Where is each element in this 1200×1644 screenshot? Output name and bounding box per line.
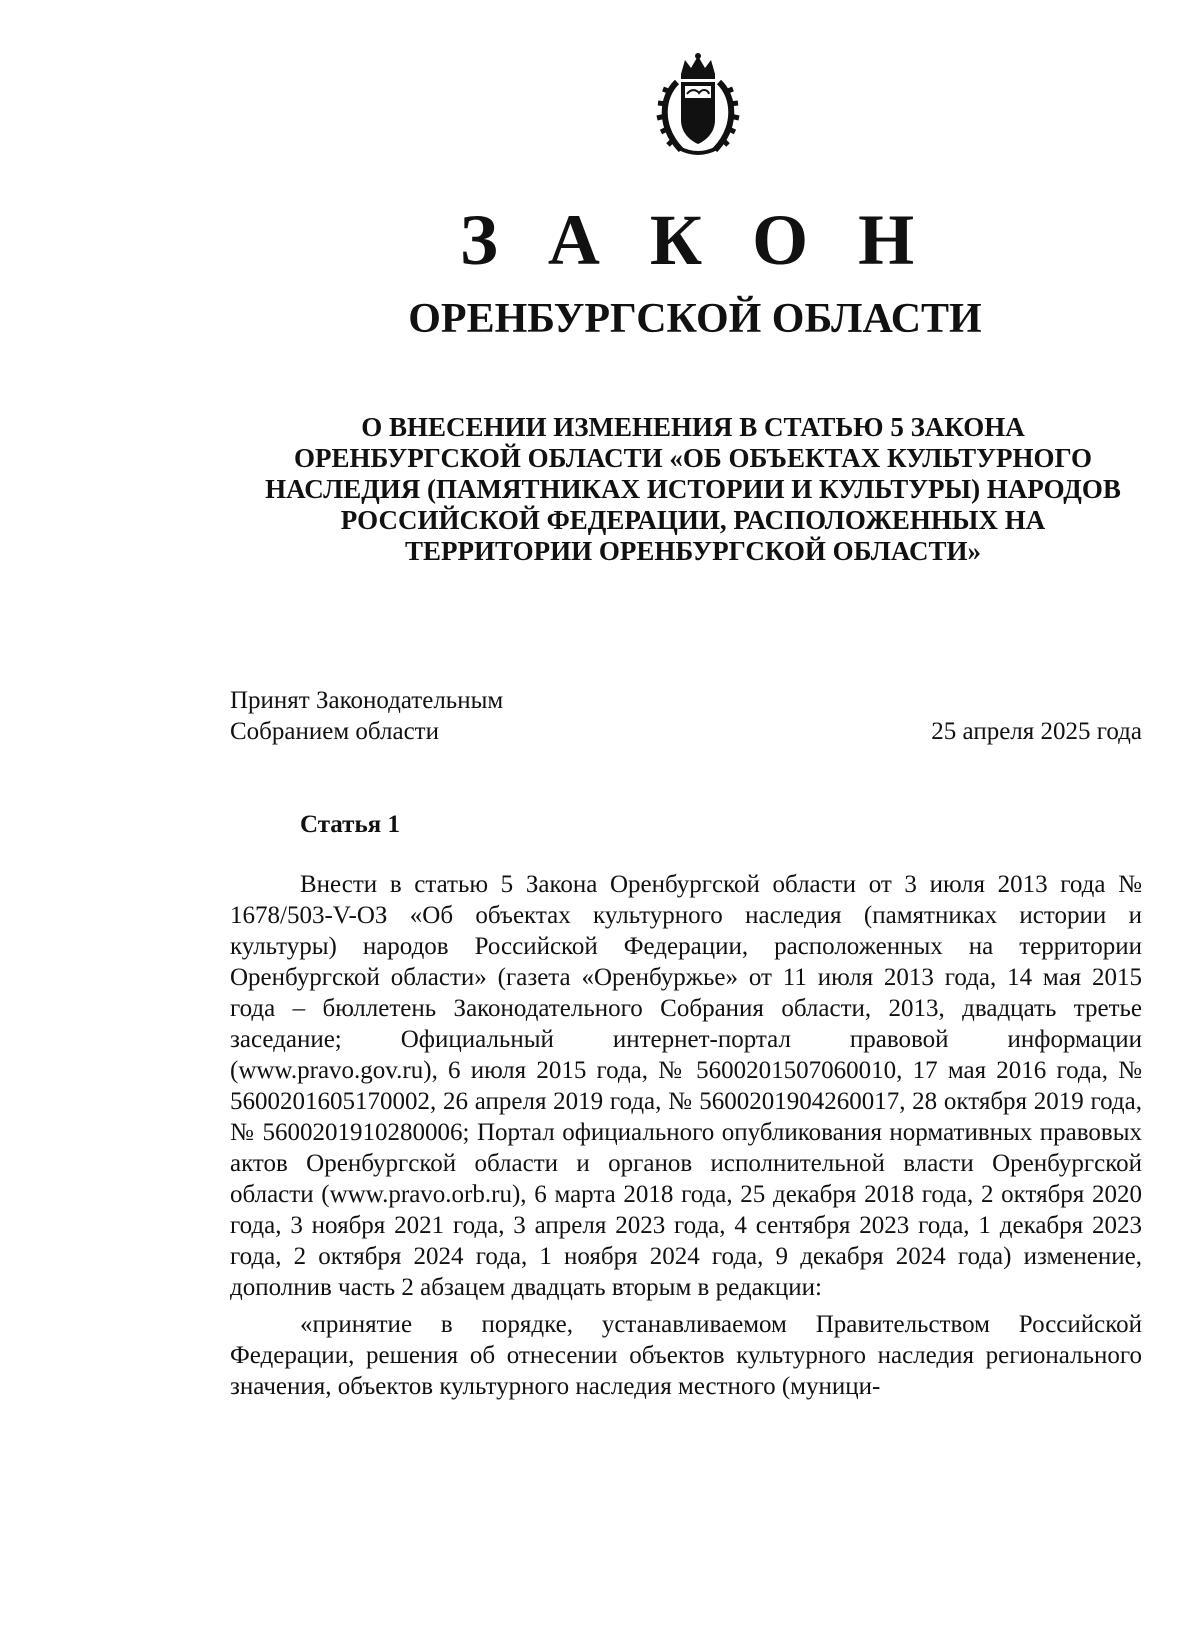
law-subject-line: ОРЕНБУРГСКОЙ ОБЛАСТИ «ОБ ОБЪЕКТАХ КУЛЬТУРНОГО (293, 443, 1093, 473)
adoption-block (230, 685, 1142, 747)
article-paragraph: «принятие в порядке, устанавливаемом Правительством Российской Федерации, решения об отнесении объектов культурного наследия регионального значения, объектов культурного наследия местного (муници- (230, 1311, 1142, 1400)
article-heading: Статья 1 (300, 811, 400, 838)
law-subject-line: РОССИЙСКОЙ ФЕДЕРАЦИИ, РАСПОЛОЖЕННЫХ НА (340, 505, 1046, 535)
article-body (230, 869, 1142, 1402)
adoption-line: Принят Законодательным (230, 687, 504, 714)
adoption-date: 25 апреля 2025 года (931, 718, 1142, 745)
law-title: З А К О Н (459, 200, 931, 280)
region-title: ОРЕНБУРГСКОЙ ОБЛАСТИ (408, 296, 982, 342)
coat-of-arms-icon (651, 52, 745, 158)
law-subject-line: ТЕРРИТОРИИ ОРЕНБУРГСКОЙ ОБЛАСТИ» (404, 536, 982, 566)
law-subject-line: НАСЛЕДИЯ (ПАМЯТНИКАХ ИСТОРИИ И КУЛЬТУРЫ) НАРОДОВ (265, 474, 1121, 504)
article-paragraph: Внести в статью 5 Закона Оренбургской области от 3 июля 2013 года № 1678/503-V-ОЗ «Об объектах культурного наследия (памятниках истории и культуры) народов Российской Федерации, расположенных на территории Оренбургской области» (газета «Оренбуржье» от 11 июля 2013 года, 14 мая 2015 года – бюллетень Законодательного Собрания области, 2013, двадцать третье заседание; Официальный интернет-портал правовой информации (www.pravo.gov.ru), 6 июля 2015 года, № 5600201507060010, 17 мая 2016 года, № 5600201605170002, 26 апреля 2019 года, № 5600201904260017, 28 октября 2019 года, № 5600201910280006; Портал официального опубликования нормативных правовых актов Оренбургской области и органов исполнительной власти Оренбургской области (www.pravo.orb.ru), 6 марта 2018 года, 25 декабря 2018 года, 2 октября 2020 года, 3 ноября 2021 года, 3 апреля 2023 года, 4 сентября 2023 года, 1 декабря 2023 года, 2 октября 2024 года, 1 ноября 2024 года, 9 декабря 2024 года) изменение, дополнив часть 2 абзацем двадцать вторым в редакции: (230, 871, 1142, 1301)
adoption-body (230, 685, 503, 747)
law-subject-line: О ВНЕСЕНИИ ИЗМЕНЕНИЯ В СТАТЬЮ 5 ЗАКОНА (361, 412, 1025, 442)
law-subject (228, 412, 1158, 567)
adoption-line: Собранием области (230, 718, 439, 745)
